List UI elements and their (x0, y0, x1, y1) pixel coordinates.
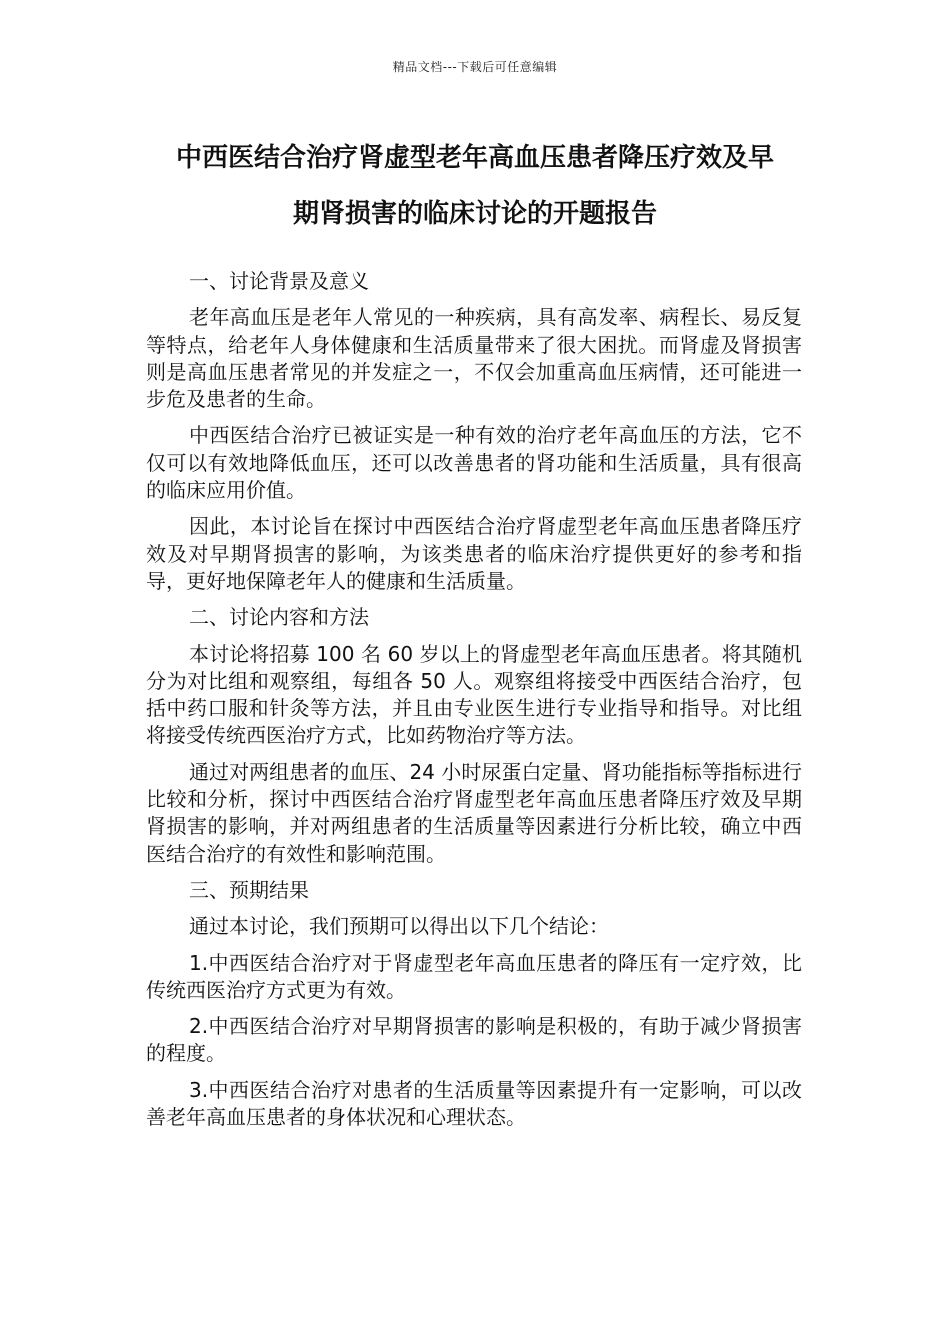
section-heading-results: 三、预期结果 (189, 877, 309, 902)
paragraph-methods-1: 本讨论将招募 100 名 60 岁以上的肾虚型老年高血压患者。将其随机分为对比组和观察组，每组各 50 人。观察组将接受中西医结合治疗，包括中药口服和针灸等方法，并且由专业医生进行专业指导和指导。对比组将接受传统西医治疗方式，比如药物治疗等方法。 (146, 641, 802, 748)
conclusion-item-2: 2.中西医结合治疗对早期肾损害的影响是积极的，有助于减少肾损害的程度。 (146, 1014, 802, 1066)
paragraph-background-3: 因此，本讨论旨在探讨中西医结合治疗肾虚型老年高血压患者降压疗效及对早期肾损害的影响，为该类患者的临床治疗提供更好的参考和指导，更好地保障老年人的健康和生活质量。 (146, 514, 802, 593)
header-note: 精品文档---下载后可任意编辑 (392, 60, 558, 74)
paragraph-background-2: 中西医结合治疗已被证实是一种有效的治疗老年高血压的方法，它不仅可以有效地降低血压，还可以改善患者的肾功能和生活质量，具有很高的临床应用价值。 (146, 423, 802, 503)
section-heading-methods: 二、讨论内容和方法 (189, 605, 369, 630)
title-line-1: 中西医结合治疗肾虚型老年高血压患者降压疗效及早 (175, 143, 774, 173)
conclusion-item-3: 3.中西医结合治疗对患者的生活质量等因素提升有一定影响，可以改善老年高血压患者的身体状况和心理状态。 (146, 1077, 802, 1130)
title-line-2: 期肾损害的临床讨论的开题报告 (292, 199, 657, 229)
conclusion-item-1: 1.中西医结合治疗对于肾虚型老年高血压患者的降压有一定疗效，比传统西医治疗方式更为有效。 (146, 950, 802, 1002)
paragraph-background-1: 老年高血压是老年人常见的一种疾病，具有高发率、病程长、易反复等特点，给老年人身体健康和生活质量带来了很大困扰。而肾虚及肾损害则是高血压患者常见的并发症之一，不仅会加重高血压病情，还可能进一步危及患者的生命。 (146, 305, 802, 412)
section-heading-background: 一、讨论背景及意义 (189, 269, 369, 293)
document-body (146, 268, 802, 1140)
document-title (120, 130, 830, 242)
paragraph-results-intro: 通过本讨论，我们预期可以得出以下几个结论： (189, 914, 609, 939)
paragraph-methods-2: 通过对两组患者的血压、24 小时尿蛋白定量、肾功能指标等指标进行比较和分析，探讨中西医结合治疗肾虚型老年高血压患者降压疗效及早期肾损害的影响，并对两组患者的生活质量等因素进行分析比较，确立中西医结合治疗的有效性和影响范围。 (146, 759, 802, 866)
